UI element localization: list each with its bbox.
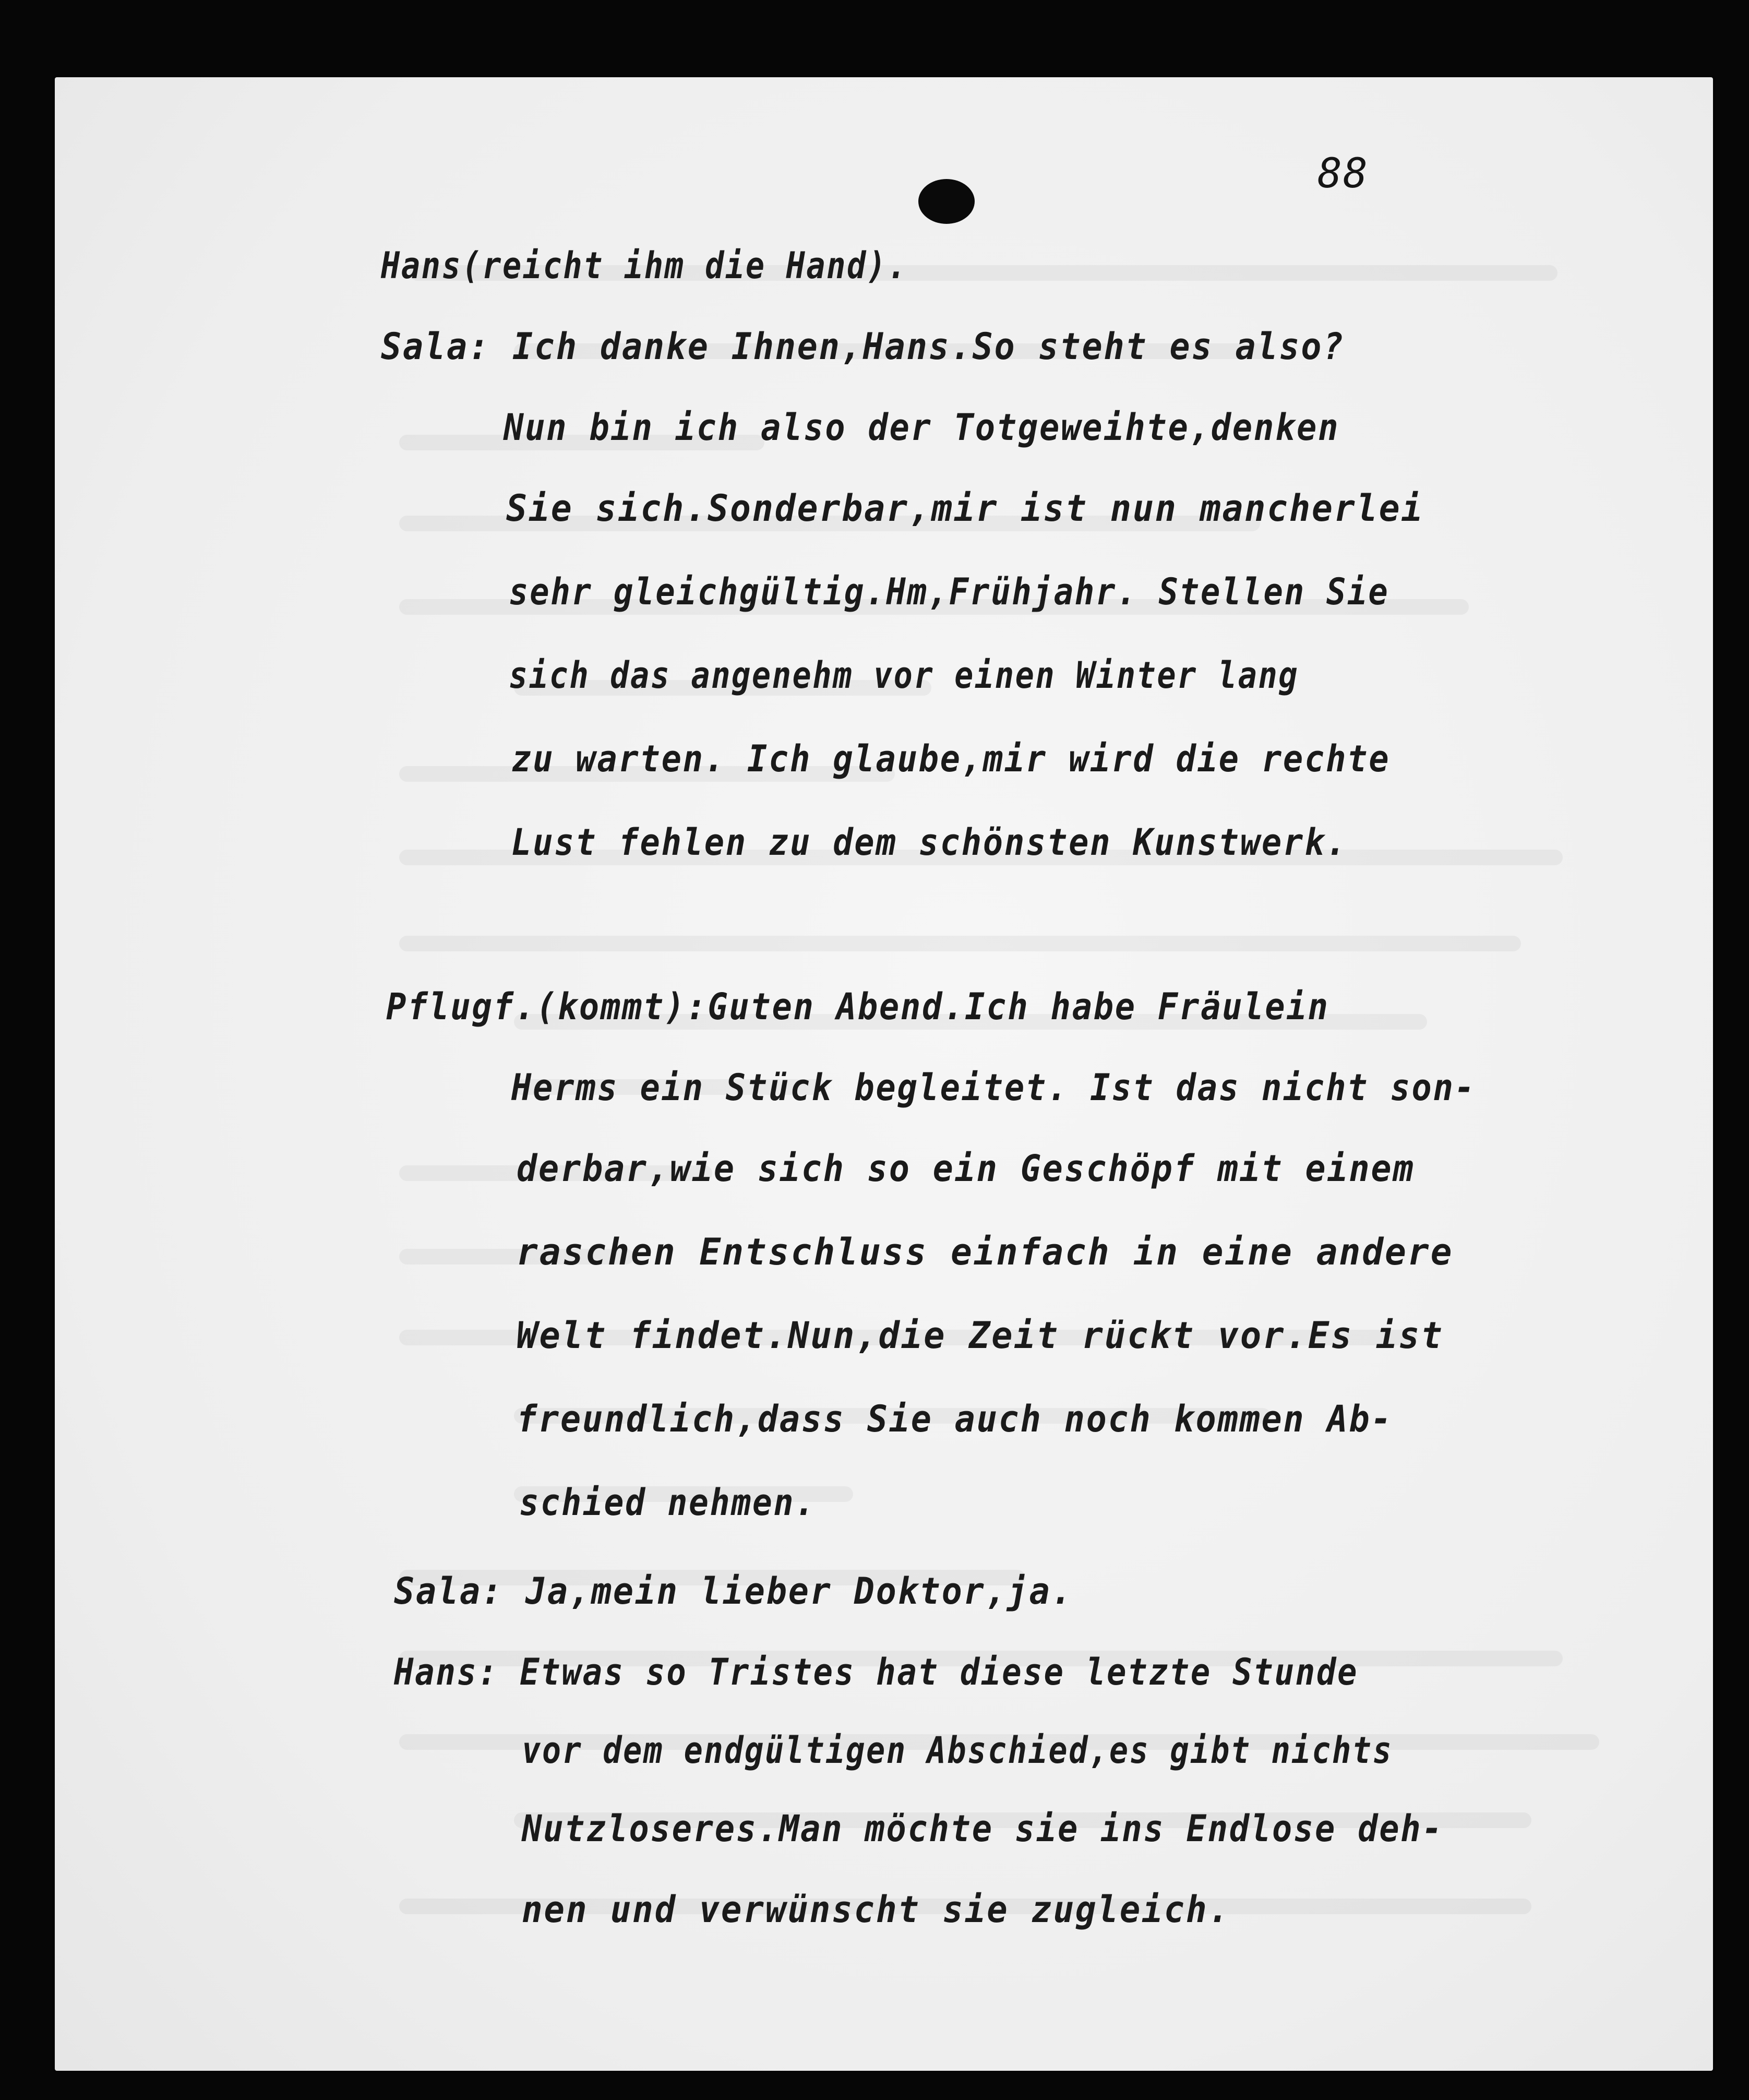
text-line: Nutzloseres.Man möchte sie ins Endlose deh- bbox=[522, 1807, 1444, 1850]
typewritten-page bbox=[55, 77, 1713, 2071]
text-line: Welt findet.Nun,die Zeit rückt vor.Es ist bbox=[517, 1314, 1444, 1357]
text-line: schied nehmen. bbox=[519, 1481, 816, 1524]
text-line: Nun bin ich also der Totgeweihte,denken bbox=[504, 406, 1340, 449]
text-line: Sala: Ich danke Ihnen,Hans.So steht es also? bbox=[381, 325, 1345, 368]
text-line: Herms ein Stück begleitet. Ist das nicht son- bbox=[511, 1066, 1476, 1109]
text-line: freundlich,dass Sie auch noch kommen Ab- bbox=[517, 1398, 1393, 1440]
text-line: vor dem endgültigen Abschied,es gibt nichts bbox=[522, 1729, 1393, 1772]
text-line: raschen Entschluss einfach in eine andere bbox=[517, 1231, 1454, 1273]
text-line: nen und verwünscht sie zugleich. bbox=[522, 1888, 1230, 1931]
text-line: Lust fehlen zu dem schönsten Kunstwerk. bbox=[511, 821, 1348, 864]
text-line: Hans: Etwas so Tristes hat diese letzte Stunde bbox=[394, 1651, 1359, 1693]
text-line: derbar,wie sich so ein Geschöpf mit einem bbox=[517, 1147, 1415, 1190]
text-line: zu warten. Ich glaube,mir wird die rechte bbox=[511, 737, 1391, 780]
text-line: Sala: Ja,mein lieber Doktor,ja. bbox=[394, 1570, 1073, 1613]
text-line: sich das angenehm vor einen Winter lang bbox=[509, 654, 1299, 697]
text-line: Sie sich.Sonderbar,mir ist nun mancherlei bbox=[506, 487, 1424, 530]
page-number: 88 bbox=[1317, 150, 1369, 197]
text-line: Hans(reicht ihm die Hand). bbox=[381, 244, 908, 287]
text-line: Pflugf.(kommt):Guten Abend.Ich habe Fräulein bbox=[386, 985, 1329, 1028]
punch-hole bbox=[918, 179, 975, 224]
text-line: sehr gleichgültig.Hm,Frühjahr. Stellen Sie bbox=[509, 570, 1389, 613]
